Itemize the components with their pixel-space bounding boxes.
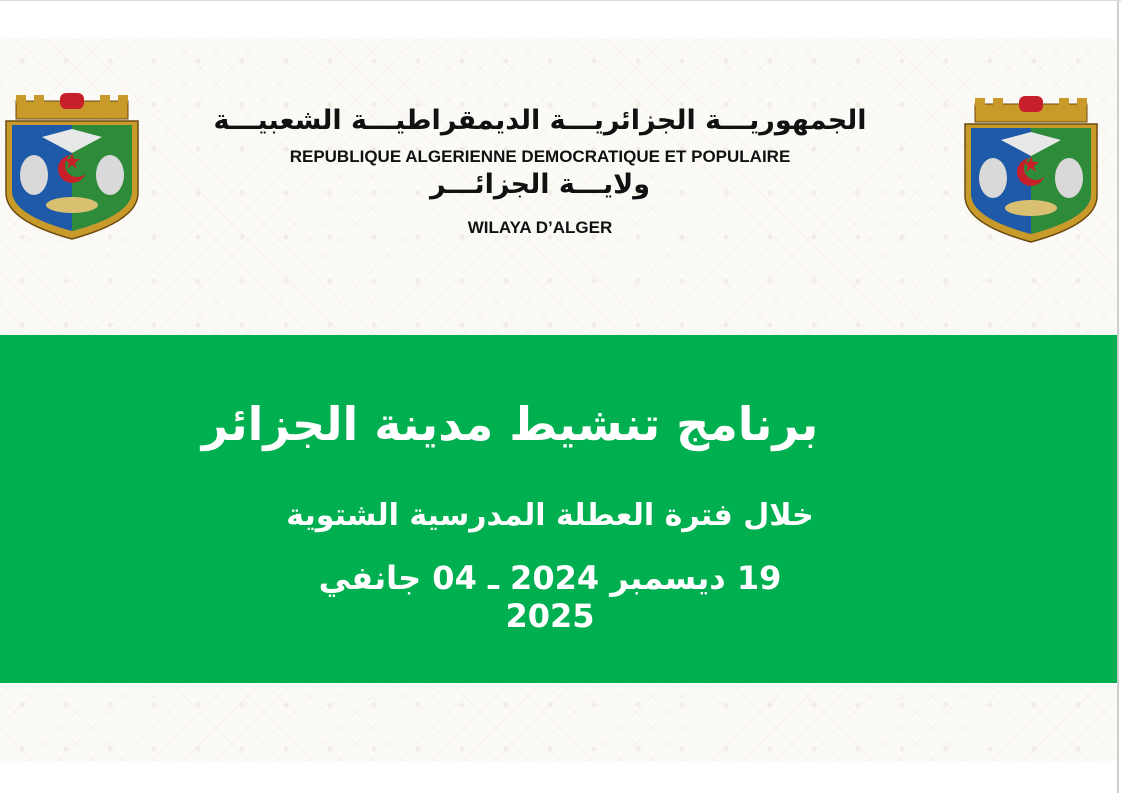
program-dates: 19 ديسمبر 2024 ـ 04 جانفي 2025 <box>318 559 782 635</box>
wilaya-title-french: WILAYA D’ALGER <box>467 218 613 237</box>
wilaya-title-arabic: ولايـــة الجزائـــر <box>429 169 650 200</box>
coat-of-arms-icon <box>2 93 142 243</box>
coat-of-arms-icon <box>961 96 1101 246</box>
republic-title-french: REPUBLIQUE ALGERIENNE DEMOCRATIQUE ET POPULAIRE <box>289 147 791 166</box>
republic-title-arabic: الجمهوريـــة الجزائريـــة الديمقراطيـــة الشعبيـــة <box>213 105 867 136</box>
program-title: برنامج تنشيط مدينة الجزائر <box>201 397 819 451</box>
program-subtitle: خلال فترة العطلة المدرسية الشتوية <box>286 498 814 533</box>
page-edge-rule <box>1117 1 1119 793</box>
arabesque-pattern-bottom <box>0 683 1117 761</box>
